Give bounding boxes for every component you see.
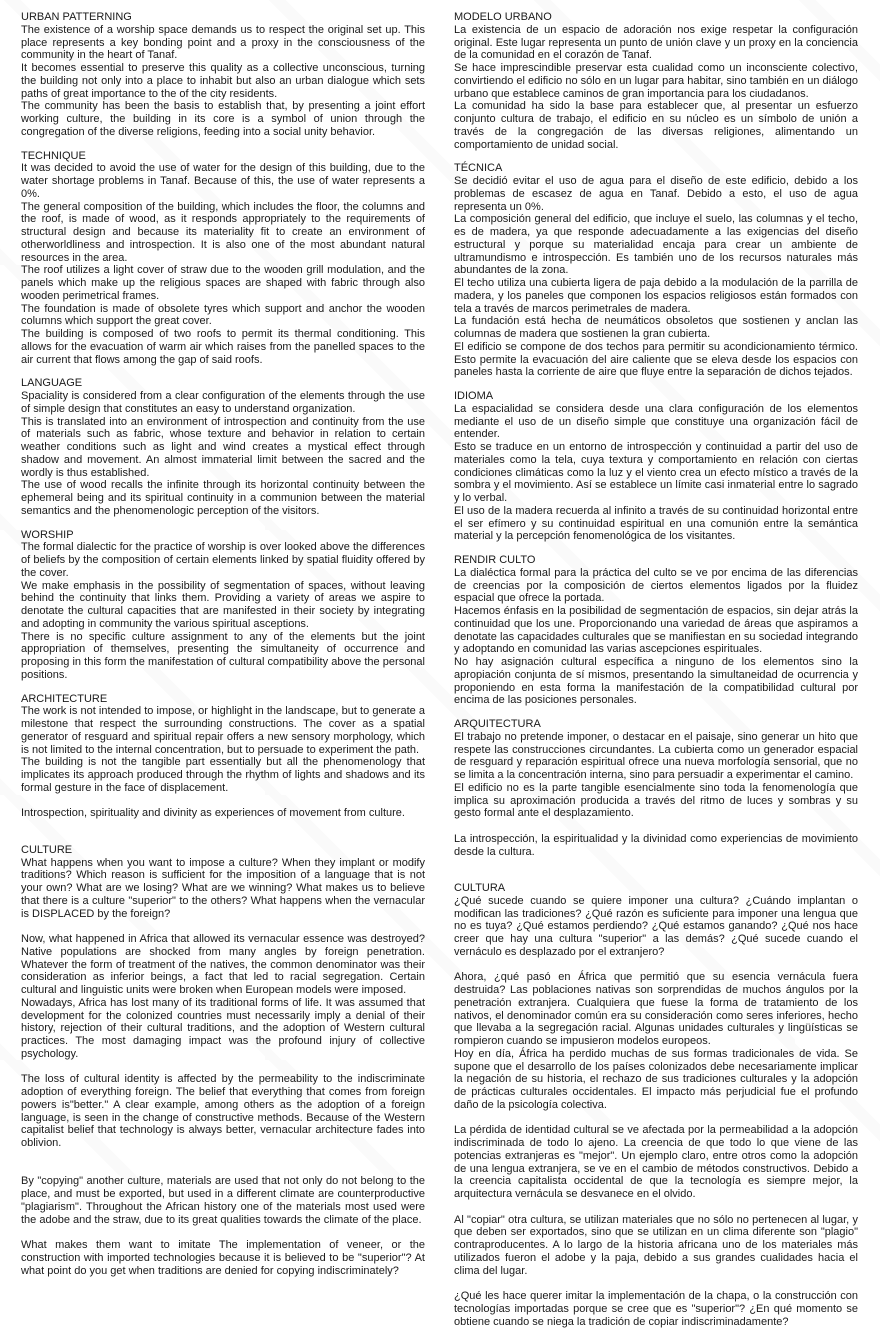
paragraph: What happens when you want to impose a culture? When they implant or modify traditions? Which reason is sufficient for the imposition of a language that is not your own? What are we losing? What are we winning? What makes us to believe that there is a culture "superior" to the others? What happens when the vernacular is DISPLACED by the foreign? [21, 856, 425, 920]
section-title-tecnica: TÉCNICA [454, 162, 503, 175]
section-rendir-culto [454, 554, 858, 707]
paragraph: El trabajo no pretende imponer, o destacar en el paisaje, sino generar un hito que respete las construcciones circundantes. La cubierta como un generador espacial de resguard y reparación espiritual ofrece una nueva morfología sensorial, que no se limita a la concentración interna, sino para persuadir a experimentar el camino. [454, 730, 858, 781]
section-culture [21, 844, 425, 1278]
paragraph: By "copying" another culture, materials are used that not only do not belong to the place, and must be exported, but used in a different climate are counterproductive "plagiarism". Throughout the African history one of the materials most used were the adobe and the straw, due to its great qualities towards the climate of the place. [21, 1175, 425, 1226]
paragraph: This is translated into an environment of introspection and continuity from the use of materials such as fabric, whose texture and behavior in relation to certain weather conditions such as light and wind creates a mystical effect through shadow and movement. An almost immaterial limit between the sacred and the wordly is thus established. [21, 415, 425, 479]
blank-line [454, 858, 858, 871]
paragraph: ¿Qué les hace querer imitar la implementación de la chapa, o la construcción con tecnologías importadas porque se cree que es "superior"? ¿En qué momento se obtiene cuando se niega la tradición de copiar indiscriminadamente? [454, 1290, 858, 1328]
paragraph: La composición general del edificio, que incluye el suelo, las columnas y el techo, es de madera, ya que responde adecuadamente a las exigencias del diseño estructural y porque su materialidad encaja para crear un ambiente de ultramundismo e introspección. Es también uno de los recursos naturales más abundantes de la zona. [454, 213, 858, 277]
section-title-culture: CULTURE [21, 843, 73, 856]
paragraph: El edificio se compone de dos techos para permitir su acondicionamiento térmico. Esto permite la evacuación del aire caliente que se eleva desde los espacios con paneles hasta la corriente de aire que fluye entre la separación de dichos tejados. [454, 340, 858, 379]
blank-line [21, 795, 425, 808]
blank-line [454, 1201, 858, 1214]
section-title-language: LANGUAGE [21, 377, 83, 390]
paragraph: El uso de la madera recuerda al infinito a través de su continuidad horizontal entre el ser efímero y su continuidad espiritual en una comunión entre la semántica material y la percepción fenomenológica de los visitantes. [454, 504, 858, 543]
section-tecnica [454, 162, 858, 379]
paragraph: Hoy en día, África ha perdido muchas de sus formas tradicionales de vida. Se supone que el desarrollo de los países colonizados debe necesariamente implicar la negación de su historia, el rechazo de sus tradiciones culturales y la adopción de prácticas culturales occidentales. El impacto más perjudicial fue el profundo daño de la psicología colectiva. [454, 1047, 858, 1111]
paragraph: Now, what happened in Africa that allowed its vernacular essence was destroyed? Native populations are shocked from many angles by foreign penetration. Whatever the form of treatment of the natives, the common denominator was their consideration as inferior beings, a fact that led to racial segregation. Certain cultural and linguistic units were broken when European models were imposed. [21, 933, 425, 996]
paragraph: La pérdida de identidad cultural se ve afectada por la permeabilidad a la adopción indiscriminada de todo lo ajeno. La creencia de que todo lo que viene de las potencias extranjeras es "mejor". Un ejemplo claro, entre otros como la adopción de una lengua extranjera, se ve en el cambio de métodos constructivos. Debido a la creencia capitalista occidental de que la tecnología es siempre mejor, la arquitectura vernácula se desvanece en el olvido. [454, 1124, 858, 1200]
section-title-architecture: ARCHITECTURE [21, 692, 108, 705]
paragraph: Spaciality is considered from a clear configuration of the elements through the use of simple design that constitutes an easy to understand organization. [21, 390, 425, 415]
section-cultura [454, 882, 858, 1328]
section-title-cultura: CULTURA [454, 882, 506, 894]
section-title-worship: WORSHIP [21, 528, 74, 541]
section-title-urban-patterning: URBAN PATTERNING [21, 11, 132, 23]
blank-line [21, 1150, 425, 1163]
section-language [21, 377, 425, 517]
paragraph: La introspección, la espiritualidad y la divinidad como experiencias de movimiento desde la cultura. [454, 832, 858, 858]
section-technique [21, 150, 425, 367]
paragraph: La espacialidad se considera desde una clara configuración de los elementos mediante el uso de un diseño simple que constituye una organización fácil de entender. [454, 402, 858, 441]
paragraph: It was decided to avoid the use of water for the design of this building, due to the water shortage problems in Tanaf. Because of this, the use of water represents a 0%. [21, 162, 425, 200]
section-architecture [21, 693, 425, 833]
section-title-technique: TECHNIQUE [21, 149, 86, 162]
paragraph: We make emphasis in the possibility of segmentation of spaces, without leaving behind the continuity that links them. Providing a variety of areas we aspire to denotate the cultural capacities that are manifested in their society by integrating and adopting in community the various spiritual asceptions. [21, 579, 425, 630]
paragraph: Ahora, ¿qué pasó en África que permitió que su esencia vernácula fuera destruida? Las poblaciones nativas son sorprendidas de muchos ángulos por la penetración extranjera. Cualquiera que fuese la forma de tratamiento de los nativos, el denominador común era su consideración como seres inferiores, hecho que llevaba a la segregación racial. Algunas unidades culturales y lingüísticas se rompieron cuando se impusieron modelos europeos. [454, 971, 858, 1047]
paragraph: La fundación está hecha de neumáticos obsoletos que sostienen y anclan las columnas de madera que sostienen la gran cubierta. [454, 315, 858, 340]
blank-line [21, 1226, 425, 1239]
paragraph: The use of wood recalls the infinite through its horizontal continuity between the ephemeral being and its spiritual continuity in a communion between the material semantics and the phenomenologic perception of the visitors. [21, 479, 425, 517]
paragraph: La dialéctica formal para la práctica del culto se ve por encima de las diferencias de creencias por la composición de ciertos elementos ligados por la fluidez espacial que ofrece la portada. [454, 566, 858, 605]
blank-line [21, 1163, 425, 1176]
blank-line [454, 959, 858, 972]
paragraph: The existence of a worship space demands us to respect the original set up. This place represents a key bonding point and a proxy in the consciousness of the community in the heart of Tanaf. [21, 23, 425, 62]
paragraph: El edificio no es la parte tangible esencialmente sino toda la fenomenología que implica su aproximación producida a través del ritmo de luces y sombras y su gesto formal ante el desplazamiento. [454, 781, 858, 820]
section-worship [21, 529, 425, 682]
paragraph: The loss of cultural identity is affected by the permeability to the indiscriminate adoption of everything foreign. The belief that everything that comes from foreign powers is"better." A clear example, among others as the adoption of a foreign language, is seen in the change of constructive methods. Because of the Western capitalist belief that technology is always better, vernacular architecture fades into oblivion. [21, 1073, 425, 1149]
paragraph: Al "copiar" otra cultura, se utilizan materiales que no sólo no pertenecen al lugar, y que deben ser exportados, sino que se utilizan en un clima diferente son "plagio" contraproducentes. A lo largo de la historia africana uno de los materiales más utilizados fueron el adobe y la paja, debido a sus grandes cualidades hacia el clima del lugar. [454, 1213, 858, 1277]
column-english [21, 11, 425, 1328]
paragraph: Se hace imprescindible preservar esta cualidad como un inconsciente colectivo, convirtiendo el edificio no sólo en un lugar para habitar, sino también en un diálogo urbano que establece caminos de gran importancia para los ciudadanos. [454, 62, 858, 100]
paragraph: El techo utiliza una cubierta ligera de paja debido a la modulación de la parrilla de madera, y los paneles que componen los espacios religiosos están formados con tela a través de marcos perimetrales de madera. [454, 277, 858, 315]
section-title-modelo-urbano: MODELO URBANO [454, 11, 552, 23]
paragraph: La existencia de un espacio de adoración nos exige respetar la configuración original. Este lugar representa un punto de unión clave y un proxy en la conciencia de la comunidad en el corazón de Tanaf. [454, 23, 858, 62]
blank-line [21, 820, 425, 833]
blank-line [21, 920, 425, 933]
section-title-idioma: IDIOMA [454, 390, 494, 402]
paragraph: The formal dialectic for the practice of worship is over looked above the differences of beliefs by the composition of certain elements linked by spatial fluidity offered by the cover. [21, 541, 425, 579]
blank-line [454, 1277, 858, 1290]
paragraph: The work is not intended to impose, or highlight in the landscape, but to generate a milestone that respect the surrounding constructions. The cover as a spatial generator of resguard and spiritual repair offers a new sensory morphology, which is not limited to the internal concentration, but to persuade to experiment the path. [21, 705, 425, 756]
blank-line [454, 1112, 858, 1125]
section-title-rendir-culto: RENDIR CULTO [454, 554, 536, 566]
paragraph: There is no specific culture assignment to any of the elements but the joint appropriation of themselves, presenting the simultaneity of occurrence and proposing in this form the manifestation of cultural compatibility above the personal positions. [21, 630, 425, 681]
paragraph: ¿Qué sucede cuando se quiere imponer una cultura? ¿Cuándo implantan o modifican las tradiciones? ¿Qué razón es suficiente para imponer una lengua que no es tuya? ¿Qué estamos perdiendo? ¿Qué estamos ganando? ¿Qué nos hace creer que hay una cultura "superior" a las demás? ¿Qué sucede cuando el vernáculo es desplazado por el extranjero? [454, 894, 858, 958]
section-idioma [454, 390, 858, 543]
paragraph: The general composition of the building, which includes the floor, the columns and the roof, is made of wood, as it responds appropriately to the requirements of structural design and because its materiality fit to create an environment of otherworldliness and introspection. It is also one of the most abundant natural resources in the area. [21, 200, 425, 264]
paragraph: It becomes essential to preserve this quality as a collective unconscious, turning the building not only into a place to inhabit but also an urban dialogue which sets paths of great importance to the of the city residents. [21, 62, 425, 100]
column-spanish [454, 11, 858, 1328]
blank-line [21, 1061, 425, 1074]
paragraph: The foundation is made of obsolete tyres which support and anchor the wooden columns which support the great cover. [21, 302, 425, 328]
section-title-arquitectura: ARQUITECTURA [454, 718, 541, 730]
paragraph: Esto se traduce en un entorno de introspección y continuidad a partir del uso de materiales como la tela, cuya textura y comportamiento en relación con ciertas condiciones climáticas como la luz y el viento crea un efecto místico a través de la sombra y el movimiento. Así se establece un límite casi inmaterial entre lo sagrado y lo verbal. [454, 441, 858, 504]
paragraph: What makes them want to imitate The implementation of veneer, or the construction with imported technologies because it is believed to be "superior"? At what point do you get when traditions are denied for copying indiscriminately? [21, 1239, 425, 1277]
paragraph: The building is composed of two roofs to permit its thermal conditioning. This allows for the evacuation of warm air which raises from the panelled spaces to the air current that flows among the gap of said roofs. [21, 328, 425, 366]
blank-line [454, 820, 858, 833]
paragraph: Hacemos énfasis en la posibilidad de segmentación de espacios, sin dejar atrás la continuidad que los une. Proporcionando una variedad de áreas que aspiramos a denotate las capacidades culturales que se manifiestan en su sociedad integrando y adoptando en comunidad las varias ascepciones espirituales. [454, 605, 858, 656]
paragraph: La comunidad ha sido la base para establecer que, al presentar un esfuerzo conjunto cultura de trabajo, el edificio en su núcleo es un símbolo de unión a través de la congregación de las diversas religiones, alimentando un comportamiento de unidad social. [454, 100, 858, 151]
paragraph: The roof utilizes a light cover of straw due to the wooden grill modulation, and the panels which make up the religious spaces are shaped with fabric through also wooden perimetrical frames. [21, 264, 425, 302]
paragraph: Se decidió evitar el uso de agua para el diseño de este edificio, debido a los problemas de escasez de agua en Tanaf. Debido a esto, el uso de agua representa un 0%. [454, 175, 858, 213]
section-arquitectura [454, 718, 858, 871]
section-modelo-urbano [454, 11, 858, 151]
paragraph: The building is not the tangible part essentially but all the phenomenology that implicates its approach produced through the rhythm of lights and shadows and its formal gesture in the face of displacement. [21, 756, 425, 794]
paragraph: Introspection, spirituality and divinity as experiences of movement from culture. [21, 807, 405, 820]
section-urban-patterning [21, 11, 425, 139]
paragraph: The community has been the basis to establish that, by presenting a joint effort working culture, the building in its core is a symbol of union through the congregation of the diverse religions, feeding into a social unity behavior. [21, 100, 425, 138]
paragraph: No hay asignación cultural específica a ninguno de los elementos sino la apropiación conjunta de sí mismos, presentando la simultaneidad de ocurrencia y proponiendo en esta forma la manifestación de la compatibilidad cultural por encima de las posiciones personales. [454, 656, 858, 707]
paragraph: Nowadays, Africa has lost many of its traditional forms of life. It was assumed that development for the colonized countries must necessarily imply a denial of their history, rejection of their cultural traditions, and the adoption of Western cultural practices. The most damaging impact was the profound injury of collective psychology. [21, 996, 425, 1060]
